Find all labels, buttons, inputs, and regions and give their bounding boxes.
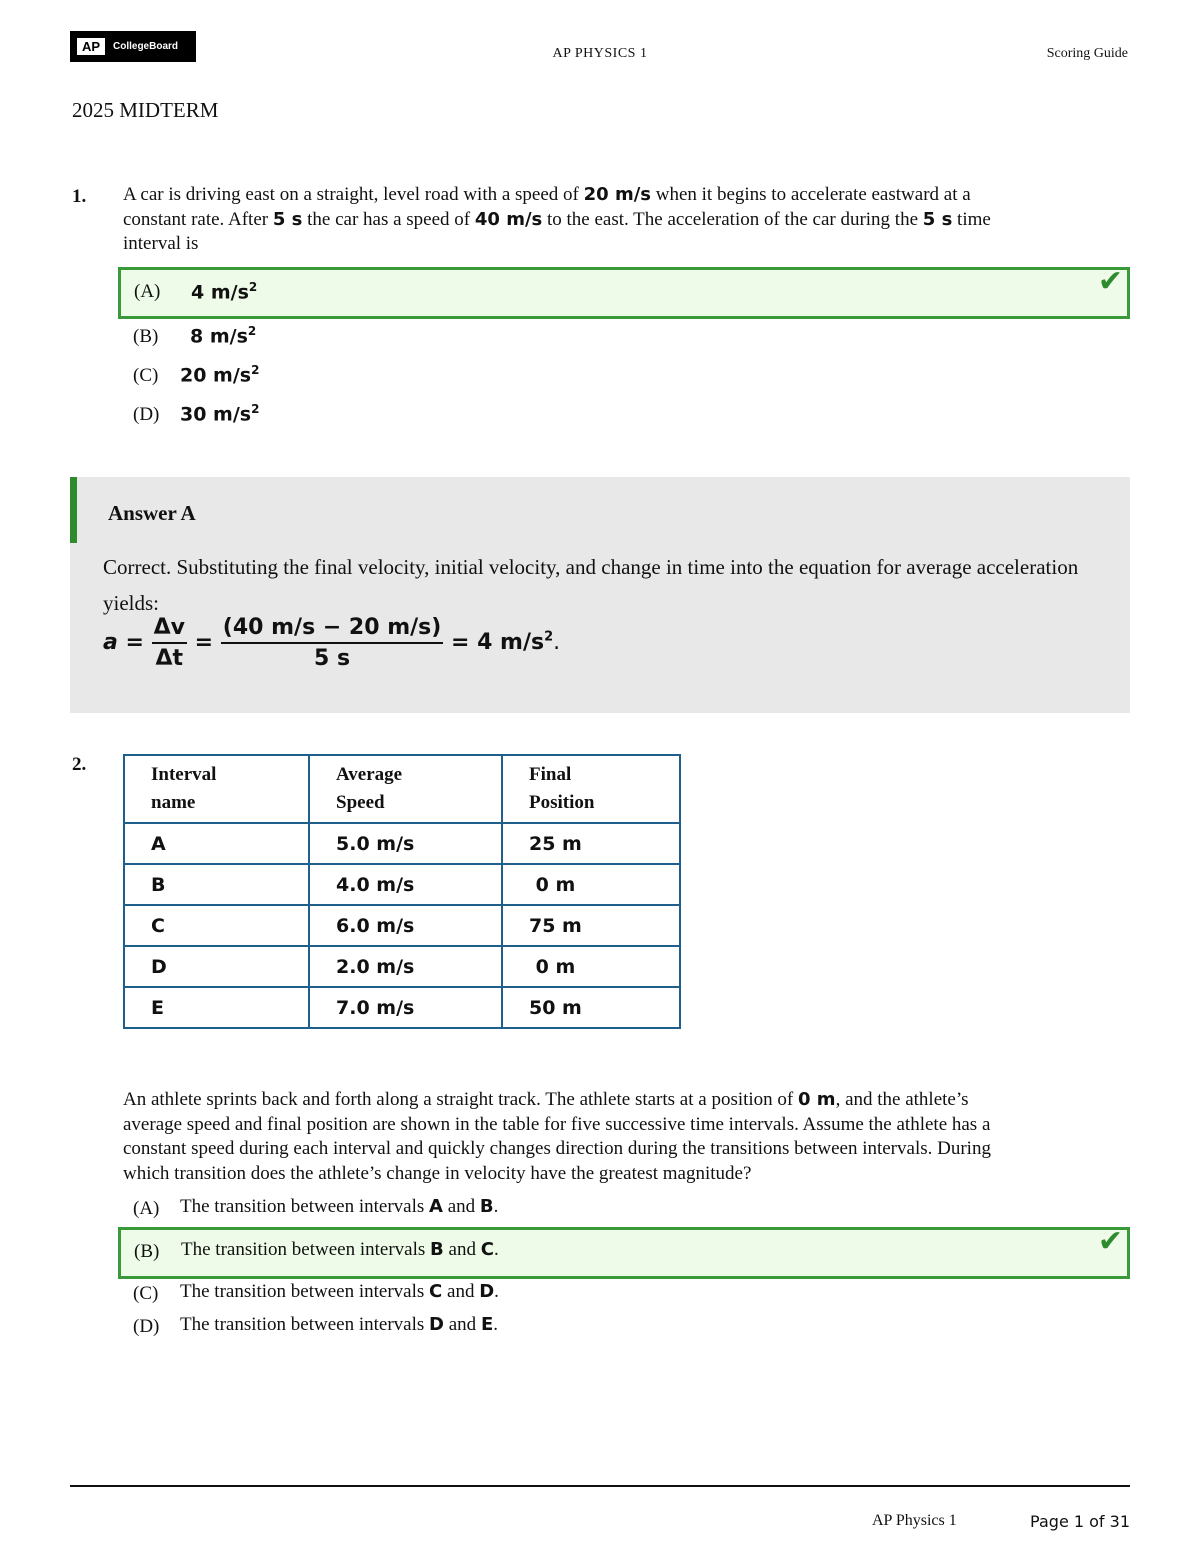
choice-b-correct[interactable] — [118, 1224, 1130, 1279]
table-row — [124, 987, 680, 1028]
table-cell: 7.0 m/s — [309, 987, 502, 1028]
delta-fraction: $\frac{\Delta v}{\Delta t}$ — [153, 615, 185, 671]
table-cell: C — [124, 905, 309, 946]
table-cell: 5.0 m/s — [309, 823, 502, 864]
table-header-cell: Final Position — [502, 755, 680, 823]
page-number: Page 1 of 31 — [1030, 1512, 1130, 1531]
choice-value: 30 $m/s^2$ — [180, 402, 260, 426]
table-row — [124, 823, 680, 864]
header-course-title: AP PHYSICS 1 — [552, 46, 648, 61]
document-title: 2025 MIDTERM — [72, 98, 219, 122]
table-cell: D — [124, 946, 309, 987]
ap-logo-mark: AP — [77, 38, 105, 55]
answer-text: Correct. Substituting the final velocity, initial velocity, and change in time into the equation for average acceleration yields: — [103, 555, 1079, 615]
table-header-cell: Interval name — [124, 755, 309, 823]
interval-data-table — [123, 754, 681, 1029]
choice-label: (B) — [134, 1241, 160, 1262]
choice-label: (A) — [134, 281, 161, 302]
choice-value: 20 $m/s^2$ — [180, 363, 260, 387]
choice-label: (D) — [133, 404, 160, 425]
table-cell: A — [124, 823, 309, 864]
answer-title: Answer A — [108, 501, 196, 525]
table-row — [124, 905, 680, 946]
choice-c[interactable] — [120, 356, 820, 396]
question-number: 2. — [72, 754, 87, 775]
table-row — [124, 864, 680, 905]
table-cell: 75 m — [502, 905, 680, 946]
table-header-row — [124, 755, 680, 823]
choice-a-correct[interactable] — [118, 264, 1130, 319]
table-cell: B — [124, 864, 309, 905]
choice-text: The transition between intervals A and B. — [180, 1196, 499, 1217]
question-stem: An athlete sprints back and forth along a straight track. The athlete starts at a position of 0 m, and the athlete’s average speed and final position are shown in the table for five successive time intervals. Assume the athlete has a constant speed during each interval and quickly changes direction during the transitions between intervals. During which transition does the athlete’s change in velocity have the greatest magnitude? — [123, 1089, 991, 1184]
values-fraction: $\frac{(40 m/s - 20 m/s)}{5 s}$ — [222, 615, 442, 671]
question-number: 1. — [72, 186, 87, 207]
answer-accent-bar — [70, 477, 77, 543]
choice-b[interactable] — [120, 317, 820, 357]
choice-d[interactable] — [120, 1307, 820, 1347]
choice-label: (C) — [133, 1283, 159, 1304]
table-cell: 6.0 m/s — [309, 905, 502, 946]
table-cell: 0 m — [502, 864, 680, 905]
choice-value: 8 $m/s^2$ — [190, 324, 257, 348]
checkmark-icon: ✔ — [1097, 264, 1123, 299]
choice-text: The transition between intervals D and E. — [180, 1314, 498, 1335]
choice-label: (C) — [133, 365, 159, 386]
choice-value: 4 $m/s^2$ — [191, 280, 258, 304]
choice-text: The transition between intervals B and C. — [181, 1239, 499, 1260]
choice-label: (D) — [133, 1316, 160, 1337]
header-guide-label: Scoring Guide — [1046, 46, 1128, 61]
question-stem: A car is driving east on a straight, level road with a speed of 20 m/s when it begins to accelerate eastward at a constant rate. After 5 s the car has a speed of 40 m/s to the east. The acceleration of the car during the 5 s time interval is — [123, 184, 991, 254]
table-cell: E — [124, 987, 309, 1028]
choice-a[interactable] — [120, 1189, 820, 1229]
choice-d[interactable] — [120, 395, 820, 435]
table-header-cell: Average Speed — [309, 755, 502, 823]
table-row — [124, 946, 680, 987]
table-cell: 50 m — [502, 987, 680, 1028]
table-cell: 2.0 m/s — [309, 946, 502, 987]
choice-label: (B) — [133, 326, 159, 347]
table-cell: 4.0 m/s — [309, 864, 502, 905]
acceleration-equation: a = $\frac{\Delta v}{\Delta t}$ = $\frac{(40 m/s - 20 m/s)}{5 s}$ = 4 $m/s^2$. — [103, 615, 561, 671]
table-cell: 0 m — [502, 946, 680, 987]
checkmark-icon: ✔ — [1097, 1224, 1123, 1259]
footer-course: AP Physics 1 — [872, 1512, 957, 1529]
choice-text: The transition between intervals C and D. — [180, 1281, 499, 1302]
table-cell: 25 m — [502, 823, 680, 864]
footer-divider — [70, 1485, 1130, 1487]
collegeboard-logo-text: CollegeBoard — [113, 41, 179, 52]
choice-label: (A) — [133, 1198, 160, 1219]
answer-explanation-panel — [70, 477, 1130, 713]
